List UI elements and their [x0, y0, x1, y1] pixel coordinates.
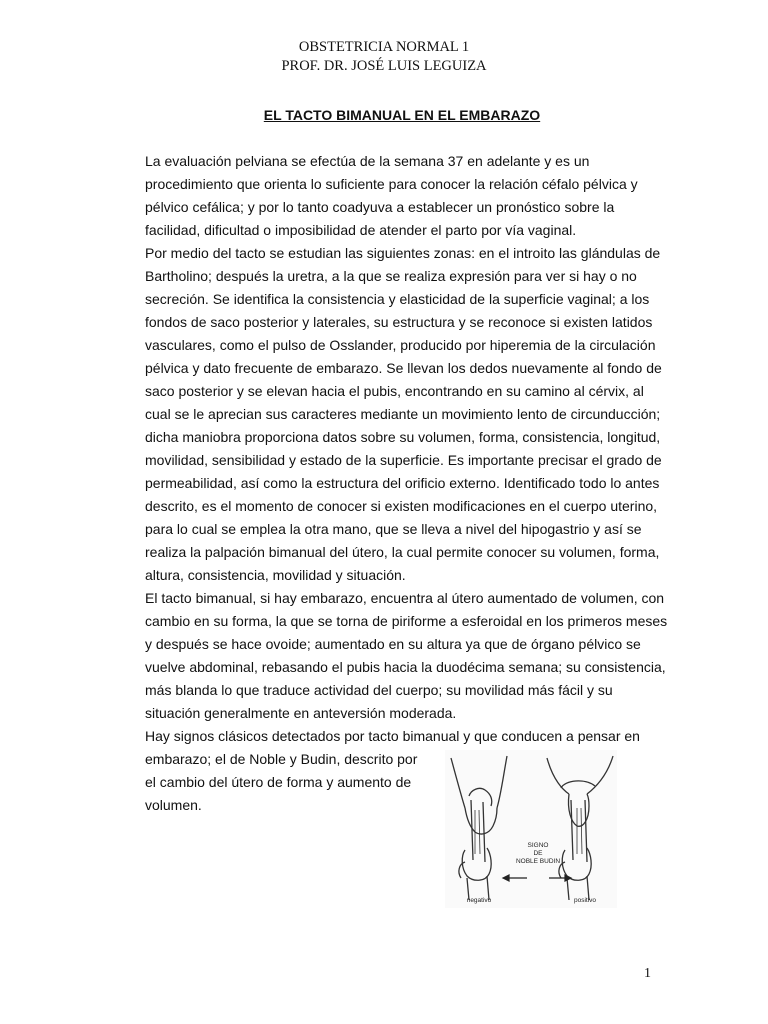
figure-label-line1: SIGNO [527, 842, 549, 849]
body-line: y después se hace ovoide; aumentado en su altura ya que de órgano pélvico se [145, 636, 641, 652]
body-line: facilidad, dificultad o imposibilidad de atender el parto por vía vaginal. [145, 222, 577, 238]
body-line: cambio en su forma, la que se torna de piriforme a esferoidal en los primeros meses [145, 613, 668, 629]
body-line: volumen. [145, 797, 202, 813]
figure-caption-negativo: negativo [466, 897, 492, 904]
page-title: EL TACTO BIMANUAL EN EL EMBARAZO [263, 107, 541, 123]
body-line: altura, consistencia, movilidad y situación. [145, 567, 406, 583]
figure-label-line3: NOBLE BUDIN [515, 858, 561, 865]
header-author: PROF. DR. JOSÉ LUIS LEGUIZA [281, 58, 487, 74]
body-line: Por medio del tacto se estudian las siguientes zonas: en el introito las glándulas de [145, 245, 661, 261]
figure-label-line2: DE [533, 850, 543, 857]
body-line: Hay signos clásicos detectados por tacto bimanual y que conducen a pensar en [145, 728, 640, 744]
body-line: situación generalmente en anteversión moderada. [145, 705, 457, 721]
body-line: el cambio del útero de forma y aumento de [145, 774, 412, 790]
body-line: vuelve abdominal, rebasando el pubis hacia la duodécima semana; su consistencia, [145, 659, 666, 675]
header-course: OBSTETRICIA NORMAL 1 [298, 39, 470, 55]
figure-caption-positivo: positivo [573, 897, 597, 904]
body-line: descrito, es el momento de conocer si existen modificaciones en el cuerpo uterino, [145, 498, 658, 514]
page-number: 1 [644, 966, 651, 981]
body-line: realiza la palpación bimanual del útero, la cual permite conocer su volumen, forma, [145, 544, 660, 560]
body-line: saco posterior y se elevan hacia el pubis, encontrando en su camino al cérvix, al [145, 383, 644, 399]
body-line: secreción. Se identifica la consistencia y elasticidad de la superficie vaginal; a los [145, 291, 650, 307]
body-line: embarazo; el de Noble y Budin, descrito por [145, 751, 418, 767]
body-line: vasculares, como el pulso de Osslander, producido por hiperemia de la circulación [145, 337, 656, 353]
body-line: pélvica y dato frecuente de embarazo. Se llevan los dedos nuevamente al fondo de [145, 360, 662, 376]
noble-budin-figure [445, 750, 617, 908]
body-line: pélvico cefálica; y por lo tanto coadyuva a establecer un pronóstico sobre la [145, 199, 615, 215]
body-line: fondos de saco posterior y laterales, su estructura y se reconoce si existen latidos [145, 314, 653, 330]
body-line: cual se le aprecian sus caracteres mediante un movimiento lento de circunducción; [145, 406, 661, 422]
body-line: más blanda lo que traduce actividad del cuerpo; su movilidad más fácil y su [145, 682, 613, 698]
body-line: permeabilidad, así como la estructura del orificio externo. Identificado todo lo antes [145, 475, 660, 491]
body-line: movilidad, sensibilidad y estado de la superficie. Es importante precisar el grado de [145, 452, 662, 468]
body-line: para lo cual se emplea la otra mano, que se lleva a nivel del hipogastrio y así se [145, 521, 642, 537]
document-header [0, 38, 768, 76]
noble-budin-illustration [445, 750, 617, 908]
body-line: Bartholino; después la uretra, a la que se realiza expresión para ver si hay o no [145, 268, 637, 284]
body-line: La evaluación pelviana se efectúa de la semana 37 en adelante y es un [145, 153, 590, 169]
body-line: dicha maniobra proporciona datos sobre su volumen, forma, consistencia, longitud, [145, 429, 661, 445]
body-line: procedimiento que orienta lo suficiente para conocer la relación céfalo pélvica y [145, 176, 638, 192]
body-line: El tacto bimanual, si hay embarazo, encuentra al útero aumentado de volumen, con [145, 590, 665, 606]
